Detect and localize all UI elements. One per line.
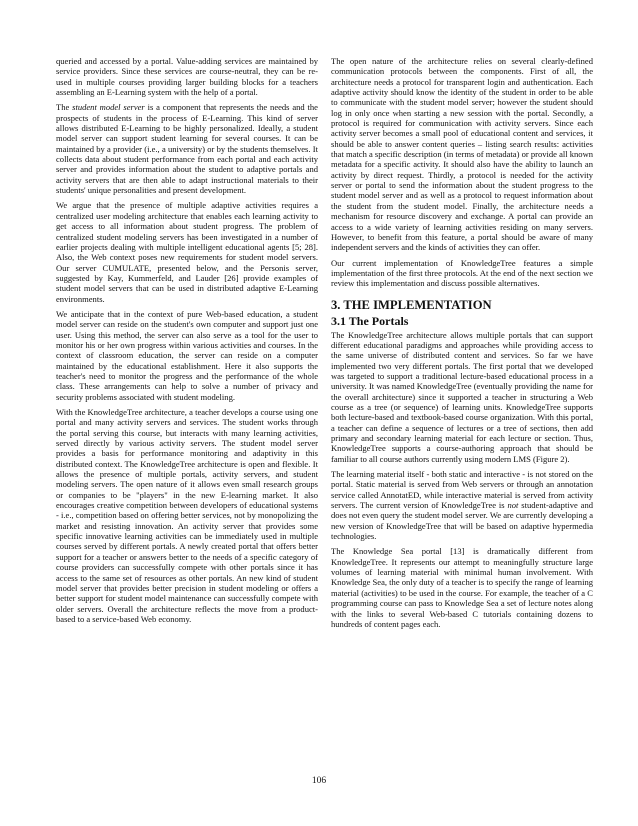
page-number: 106 (311, 776, 327, 786)
paragraph: Our current implementation of KnowledgeTree features a simple implementation of the first three protocols. At the end of the next section we review this implementation and discuss possible alternatives. (331, 257, 593, 289)
right-column (331, 56, 593, 634)
paragraph (56, 102, 318, 195)
paragraph: With the KnowledgeTree architecture, a teacher develops a course using one portal and many activity servers and services. The student works through the portal serving this course, but interacts with many learning activities, served directly by various activity servers. The student model server provides a basis for performance monitoring and adaptivity in this distributed context. The KnowledgeTree architecture is open and flexible. It allows the presence of multiple portals, activity servers, and student modeling servers. The open nature of it allows even small research groups or companies to be "players" in the new E-learning market. It also encourages creative competition between developers of educational systems - i.e., competition based on offering better services, not by monopolizing the market and resisting innovation. An activity server that provides some specific innovative learning activities can be immediately used in multiple courses served by different portals. A newly created portal that offers better support for a teacher or answers better to the needs of a specific category of course providers can successfully compete with other portals since it has access to the same set of resources as other portals. An new kind of student model server that provides better precision in student modeling or offers a better support for student model maintenance can successfully compete with older servers. Overall the architecture reflects the move from a product-based to a service-based Web economy. (56, 407, 318, 624)
text-run: The (56, 102, 73, 113)
paragraph: queried and accessed by a portal. Value-adding services are maintained by service providers. Since these services are course-neutral, they can be re-used in multiple courses providing larger building blocks for a teachers assembling an E-Learning system with the help of a portal. (56, 56, 318, 98)
paragraph: We anticipate that in the context of pure Web-based education, a student model server can reside on the student's own computer and support just one user. Using this method, the server can also serve as a tool for the user to monitor his or her own progress within various activities and courses. In the context of classroom education, the server can reside on a computer maintained by the educational establishment. Here it also supports the teacher's need to monitor the progress and the performance of the whole class. These arrangements can help to solve a number of privacy and security problems associated with student modeling. (56, 308, 318, 402)
paragraph: We argue that the presence of multiple adaptive activities requires a centralized user modeling architecture that enables each learning activity to get access to all information about student progress. The problem of centralized student modeling servers has been investigated in a number of earlier projects dealing with multiple intelligent educational agents [5; 28]. Also, the Web context poses new requirements for student model servers. Our server CUMULATE, presented below, and the Personis server, suggested by Kay, Kummerfeld, and Lauder [26] provide examples of student model servers that can be used in distributed adaptive E-Learning environments. (56, 200, 318, 304)
paragraph: The open nature of the architecture relies on several clearly-defined communication protocols between the components. First of all, the architecture needs a protocol for transparent login and authentication. Each adaptive activity should know the identity of the student in order to be able to communicate with the student model server; however the student should log in only once when starting a new session with the portal. Secondly, a protocol is required for communication with activity servers. Since each activity server becomes a small pool of educational content and services, it should be able to answer content queries – listing search results: activities that match a specific description (in terms of metadata) or provide all known metadata for a specific activity. It should also have the ability to launch an activity by direct request. Thirdly, a protocol is needed for the activity server or portal to send the information about the student progress to the student model server and as well as a protocol to request information about the student from the student model. Finally, the architecture needs a mechanism for resource discovery and exchange. A portal can provide an access to a wide variety of learning activities residing on many servers. However, to benefit from this feature, a portal should be aware of many independent servers and the kinds of activities they can offer. (331, 56, 594, 253)
section-heading: 3. THE IMPLEMENTATION (331, 297, 492, 312)
emphasized-term: not (507, 500, 519, 511)
paragraph: The Knowledge Sea portal [13] is dramatically different from KnowledgeTree. It represents our attempt to meaningfully structure large volumes of learning material with minimal human involvement. With Knowledge Sea, the only duty of a teacher is to specify the range of learning material (activities) to be used in the course. For example, the teacher of a C programming course can pass to Knowledge Sea a set of lecture notes along with the links to several Web-based C tutorials containing dozens to hundreds of content pages each. (331, 546, 593, 629)
text-run: student-adaptive and does not even query the student model server. We are currently developing a new version of KnowledgeTree that will be based on adaptive hypermedia technologies. (331, 500, 593, 542)
text-run: is a component that represents the needs and the prospects of students in the process of E-Learning. This kind of server allows distributed E-Learning to be highly personalized. Ideally, a student model server can support student learning for several courses. It can be maintained by a provider (i.e., a university) or by the students themselves. It collects data about student performance from each portal and each activity server and provides information about the student to adaptive portals and activity servers that are then able to adapt instructional materials to their students' unique personalities and present development. (56, 102, 318, 196)
subsection-heading: 3.1 The Portals (331, 313, 409, 328)
left-column (56, 56, 318, 629)
emphasized-term: student model server (72, 102, 145, 113)
text-run: The learning material itself - both static and interactive - is not stored on the portal. Static material is served from Web servers or through an annotation service called AnnotatED, while interactive material is served from activity servers. The current version of KnowledgeTree is (331, 469, 593, 511)
paragraph: The KnowledgeTree architecture allows multiple portals that can support different educational paradigms and approaches while providing access to the same universe of distributed content and services. So far we have implemented two very different portals. The first portal that we developed was targeted to support a traditional lecture-based educational process in a university. It was named KnowledgeTree (eventually providing the name for the overall architecture) since it supported a teacher in structuring a Web course as a tree (or sequence) of learning units. KnowledgeTree supports both lecture-based and textbook-based course organization. With this portal, a teacher can define a sequence of lectures or a tree of sections, then add primary and secondary learning material for each lecture or section. Thus, KnowledgeTree supports a course-authoring approach that should be familiar to all course authors currently using modern LMS (Figure 2). (331, 329, 593, 464)
paragraph (331, 469, 593, 541)
